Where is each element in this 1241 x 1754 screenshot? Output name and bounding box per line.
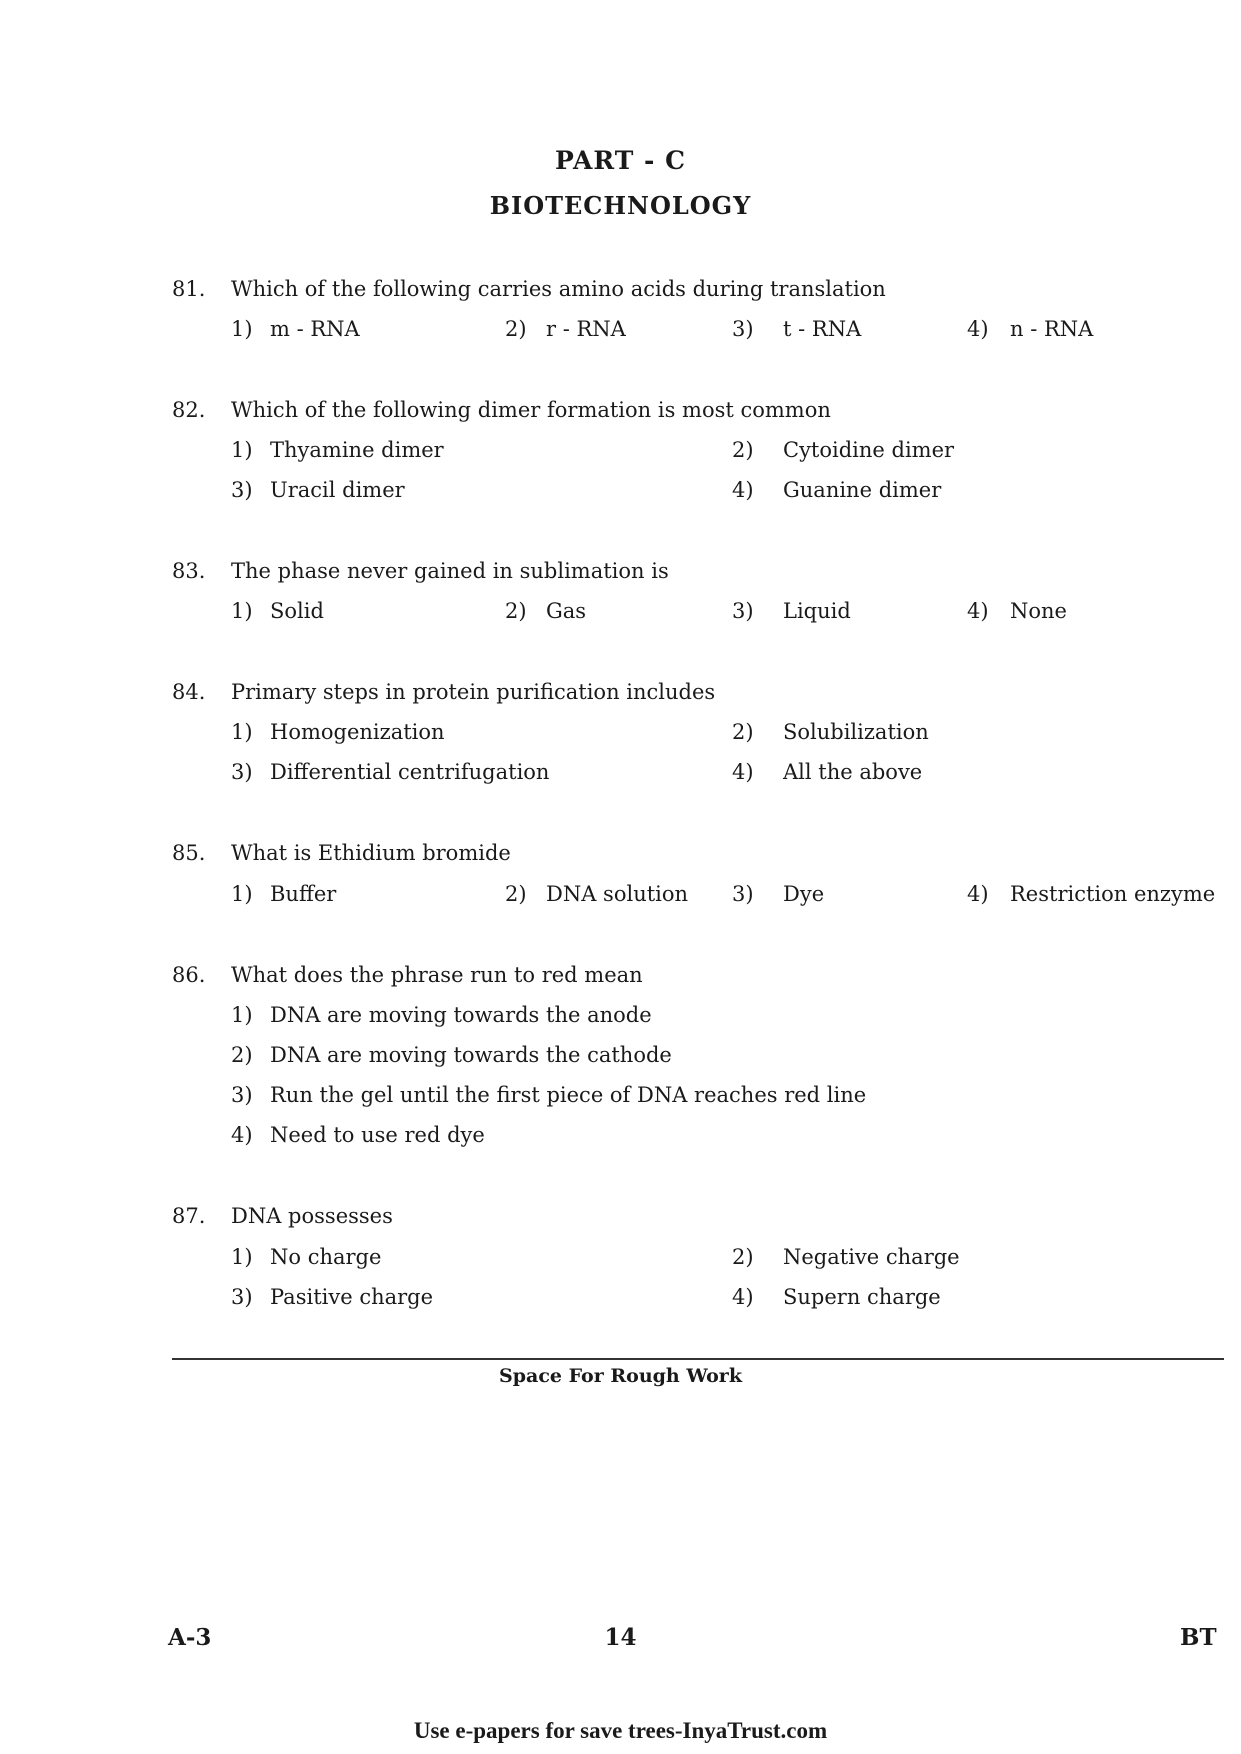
question-number: 86.	[172, 963, 206, 987]
rough-work-label: Space For Rough Work	[499, 1365, 742, 1387]
option-number: 4)	[732, 478, 754, 502]
option-number: 4)	[967, 317, 989, 341]
subject-code: BT	[1180, 1624, 1217, 1651]
option-number: 4)	[967, 882, 989, 906]
option-number: 3)	[231, 478, 253, 502]
option-number: 2)	[505, 882, 527, 906]
watermark-text: Use e-papers for save trees-InyaTrust.com	[413, 1718, 828, 1743]
option-text: m - RNA	[270, 317, 360, 341]
option-number: 4)	[732, 1285, 754, 1309]
option-number: 3)	[231, 1083, 253, 1107]
option-text: Supern charge	[783, 1285, 941, 1309]
option-number: 4)	[732, 760, 754, 784]
option-text: Solid	[270, 599, 324, 623]
option-text: Negative charge	[783, 1245, 960, 1269]
option-text: DNA are moving towards the anode	[270, 1003, 652, 1027]
option-number: 1)	[231, 438, 253, 462]
option-text: Homogenization	[270, 720, 445, 744]
question-text: What is Ethidium bromide	[231, 841, 511, 865]
question-number: 82.	[172, 398, 206, 422]
option-number: 1)	[231, 882, 253, 906]
option-number: 2)	[732, 720, 754, 744]
option-text: Restriction enzyme	[1010, 882, 1216, 906]
option-number: 1)	[231, 317, 253, 341]
option-number: 4)	[967, 599, 989, 623]
option-text: t - RNA	[783, 317, 862, 341]
option-text: Dye	[783, 882, 825, 906]
question-number: 85.	[172, 841, 206, 865]
option-text: Pasitive charge	[270, 1285, 434, 1309]
option-text: Solubilization	[783, 720, 929, 744]
option-text: DNA solution	[546, 882, 689, 906]
option-text: Need to use red dye	[270, 1123, 485, 1147]
option-number: 1)	[231, 720, 253, 744]
question-number: 84.	[172, 680, 206, 704]
question-text: What does the phrase run to red mean	[231, 963, 643, 987]
option-number: 4)	[231, 1123, 253, 1147]
option-number: 1)	[231, 1003, 253, 1027]
option-text: All the above	[783, 760, 923, 784]
option-text: Differential centrifugation	[270, 760, 550, 784]
option-number: 3)	[231, 760, 253, 784]
option-number: 3)	[732, 882, 754, 906]
option-text: Cytoidine dimer	[783, 438, 955, 462]
question-text: Which of the following dimer formation is most common	[231, 398, 831, 422]
option-text: Buffer	[270, 882, 337, 906]
subject-heading: BIOTECHNOLOGY	[489, 191, 752, 220]
question-text: Primary steps in protein purification includes	[231, 680, 716, 704]
option-number: 1)	[231, 599, 253, 623]
option-text: DNA are moving towards the cathode	[270, 1043, 672, 1067]
booklet-code: A-3	[168, 1624, 212, 1651]
option-text: n - RNA	[1010, 317, 1094, 341]
option-number: 2)	[732, 1245, 754, 1269]
option-text: Gas	[546, 599, 587, 623]
option-text: Run the gel until the first piece of DNA reaches red line	[270, 1083, 867, 1107]
option-text: None	[1010, 599, 1067, 623]
question-number: 83.	[172, 559, 206, 583]
option-number: 2)	[505, 599, 527, 623]
option-number: 2)	[231, 1043, 253, 1067]
option-text: r - RNA	[546, 317, 626, 341]
option-text: Liquid	[783, 599, 851, 623]
option-text: Uracil dimer	[270, 478, 405, 502]
question-text: Which of the following carries amino acids during translation	[231, 277, 886, 301]
option-number: 3)	[231, 1285, 253, 1309]
option-text: No charge	[270, 1245, 382, 1269]
option-text: Thyamine dimer	[270, 438, 444, 462]
question-text: DNA possesses	[231, 1204, 393, 1228]
question-text: The phase never gained in sublimation is	[231, 559, 669, 583]
question-number: 81.	[172, 277, 206, 301]
option-text: Guanine dimer	[783, 478, 942, 502]
question-number: 87.	[172, 1204, 206, 1228]
part-heading: PART - C	[555, 146, 686, 175]
option-number: 3)	[732, 599, 754, 623]
option-number: 1)	[231, 1245, 253, 1269]
option-number: 3)	[732, 317, 754, 341]
page-number: 14	[604, 1624, 637, 1651]
option-number: 2)	[505, 317, 527, 341]
divider-line	[172, 1358, 1224, 1360]
option-number: 2)	[732, 438, 754, 462]
